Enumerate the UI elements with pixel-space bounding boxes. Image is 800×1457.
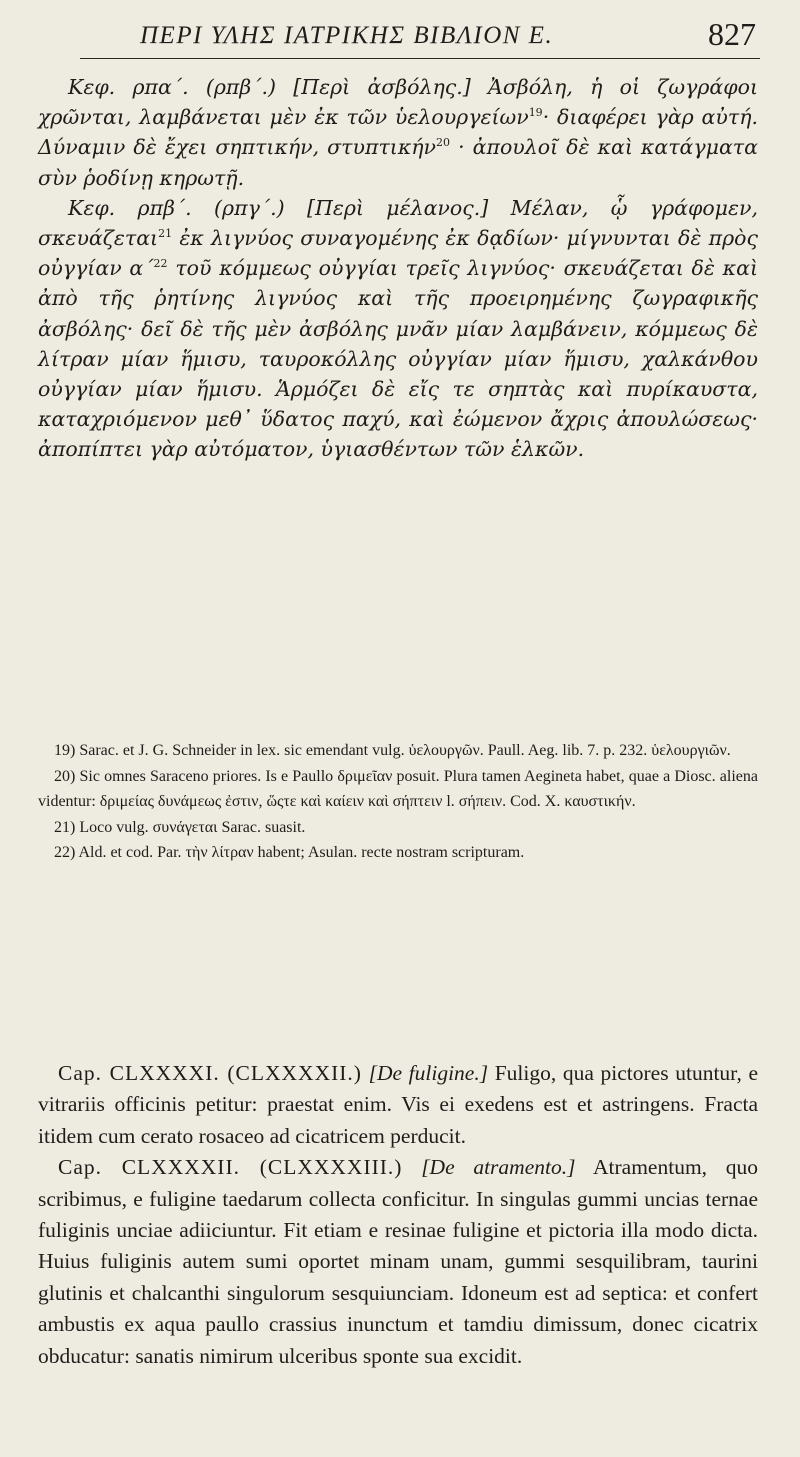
footnote-ref-22[interactable]: 22 [153, 257, 168, 271]
greek-chapter-title: [Περὶ μέλανος.] [306, 195, 489, 220]
latin-chapter-atramentum [38, 1152, 758, 1372]
latin-paragraph-text: Atramentum, quo scribimus, e fuligine taedarum collecta conficitur. In singulas gummi uncias ternae fuliginis unciae adiiciuntur. Fit etiam e resinae fuligine et pictoria illa modo dicta. Huius fuliginis autem sumi oportet minam unam, gummi sesquilibram, taurini glutinis et chalcanthi singulorum sesquiunciam. Idoneum est ad septica: et confert ambustis ex aqua paullo crassius inunctum et tamdiu dimissum, donec cicatrix obducatur: sanatis nimirum ulceribus sponte sua excidit. [38, 1155, 759, 1368]
page-number: 827 [708, 16, 756, 52]
greek-paragraph-text: ἐκ λιγνύος συναγομένης ἐκ δᾳδίων· μίγνυνται δὲ πρὸς οὐγγίαν α΄ [38, 226, 758, 281]
latin-chapter-title: [De atramento.] [421, 1155, 576, 1180]
greek-paragraph-text: τοῦ κόμμεως οὐγγίαι τρεῖς λιγνύος· σκευάζεται δὲ καὶ ἀπὸ τῆς ῥητίνης λιγνύος καὶ τῆς προειρημένης ζωγραφικῆς ἀσβόλης· δεῖ δὲ τῆς μὲν ἀσβόλης μνᾶν μίαν λαμβάνειν, κόμμεως δὲ λίτραν μίαν ἥμισυ, ταυροκόλλης οὐγγίαν μίαν ἥμισυ, χαλκάνθου οὐγγίαν μίαν ἥμισυ. Ἁρμόζει δὲ εἴς τε σηπτὰς καὶ πυρίκαυστα, καταχριόμενον μεθ᾽ ὕδατος παχύ, καὶ ἐώμενον ἄχρις ἀπουλώσεως· ἀποπίπτει γὰρ αὐτόματον, ὑγιασθέντων τῶν ἑλκῶν. [38, 256, 758, 462]
running-title: ΠΕΡΙ ΥΛΗΣ ΙΑΤΡΙΚΗΣ ΒΙΒΛΙΟΝ Ε. [140, 22, 554, 49]
greek-paragraph-text: · διαφέρει γὰρ αὐτή. Δύναμιν δὲ ἔχει σηπτικήν, στυπτικήν [38, 105, 758, 160]
greek-chapter-asbole [38, 72, 758, 193]
footnote-22: 22) Ald. et cod. Par. τὴν λίτραν habent; Asulan. recte nostram scripturam. [54, 844, 525, 861]
greek-chapter-heading: Κεφ. ρπα΄. (ρπβ΄.) [68, 75, 276, 99]
latin-chapter-title: [De fuligine.] [368, 1061, 489, 1085]
greek-chapter-title: [Περὶ ἀσβόλης.] [293, 75, 471, 99]
footnote-19: 19) Sarac. et J. G. Schneider in lex. sic emendant vulg. ὑελουργῶν. Paull. Aeg. lib. 7. p. 232. ὑελουργιῶν. [54, 742, 731, 759]
latin-chapter-heading: Cap. CLXXXXI. (CLXXXXII.) [58, 1061, 362, 1085]
latin-paragraph-text: Fuligo, qua pictores utuntur, e vitrariis officinis petitur: praestat enim. Vis ei exedens est et astringens. Fracta itidem cum cerato rosaceo ad cicatricem perducit. [38, 1061, 759, 1148]
greek-chapter-heading: Κεφ. ρπβ΄. (ρπγ΄.) [68, 195, 285, 220]
greek-chapter-melan [38, 193, 758, 465]
footnote-21: 21) Loco vulg. συνάγεται Sarac. suasit. [54, 818, 306, 836]
footnote-ref-21[interactable]: 21 [158, 227, 173, 241]
running-head [80, 12, 760, 59]
greek-paragraph-text: Μέλαν, ᾧ γράφομεν, σκευάζεται [38, 195, 758, 251]
footnote-ref-19[interactable]: 19 [528, 106, 543, 120]
greek-paragraph-text: Ἀσβόλη, ἡ οἱ ζωγράφοι χρῶνται, λαμβάνεται μὲν ἐκ τῶν ὑελουργείων [38, 75, 758, 130]
footnotes [38, 738, 758, 866]
greek-paragraph-text: · ἀπουλοῖ δὲ καὶ κατάγματα σὺν ῥοδίνῃ κηρωτῇ. [38, 135, 758, 190]
greek-text-block [38, 72, 758, 465]
latin-chapter-heading: Cap. CLXXXXII. (CLXXXXIII.) [58, 1155, 403, 1180]
latin-text-block [38, 1058, 758, 1372]
latin-chapter-fuligo [38, 1058, 758, 1152]
footnote-ref-20[interactable]: 20 [436, 136, 451, 150]
footnote-20: 20) Sic omnes Saraceno priores. Is e Paullo δριμεῖαν posuit. Plura tamen Aegineta habet, quae a Diosc. aliena videntur: δριμείας δυνάμεως ἐστιν, ὥςτε καὶ καίειν καὶ σήπτειν l. σήπειν. Cod. X. καυστικήν. [38, 767, 758, 810]
